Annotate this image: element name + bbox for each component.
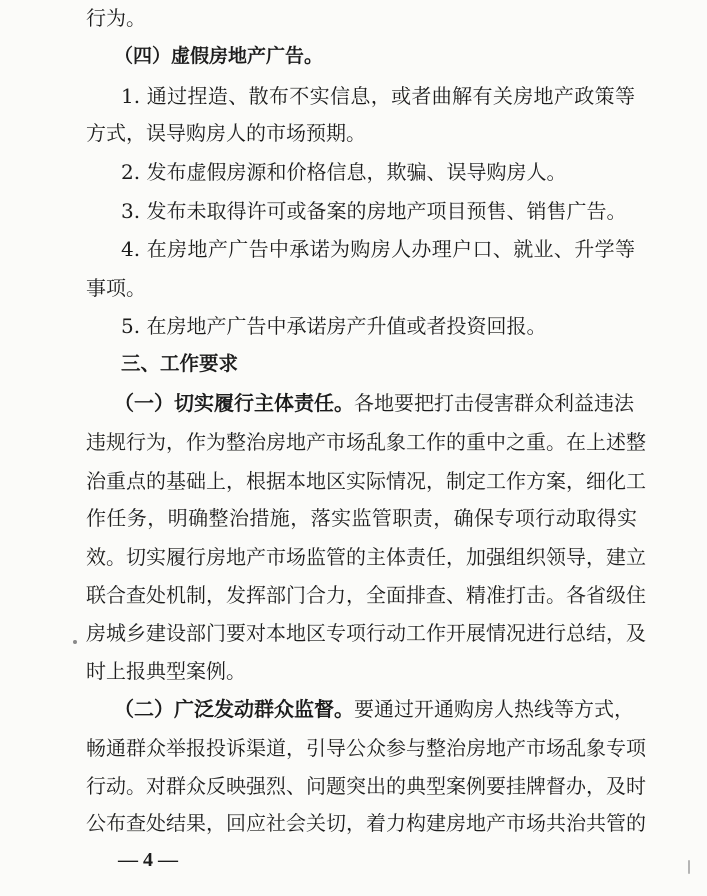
text-line: 时上报典型案例。 xyxy=(86,659,246,683)
text-line: 4. 在房地产广告中承诺为购房人办理户口、就业、升学等 xyxy=(121,237,635,261)
text-span: 要通过开通购房人热线等方式， xyxy=(354,697,634,721)
text-line: 事项。 xyxy=(86,276,146,300)
text-line: 公布查处结果，回应社会关切，着力构建房地产市场共治共管的 xyxy=(86,811,646,835)
text-line: 行动。对群众反映强烈、问题突出的典型案例要挂牌督办，及时 xyxy=(86,774,646,798)
text-line: 治重点的基础上，根据本地区实际情况，制定工作方案，细化工 xyxy=(86,469,646,493)
text-line: 效。切实履行房地产市场监管的主体责任，加强组织领导，建立 xyxy=(86,545,646,569)
text-line: 行为。 xyxy=(86,6,146,30)
text-span: 各地要把打击侵害群众利益违法 xyxy=(354,391,634,415)
subsection-heading: （一）切实履行主体责任。 xyxy=(114,391,354,415)
scan-speck xyxy=(73,640,77,644)
subsection-heading: （二）广泛发动群众监督。 xyxy=(114,697,354,721)
text-line: 房城乡建设部门要对本地区专项行动工作开展情况进行总结，及 xyxy=(86,621,646,645)
text-line: 联合查处机制，发挥部门合力，全面排查、精准打击。各省级住 xyxy=(86,583,646,607)
scan-speck xyxy=(688,860,690,874)
text-line: 1. 通过捏造、散布不实信息，或者曲解有关房地产政策等 xyxy=(121,84,635,108)
text-line xyxy=(114,391,634,415)
text-line: 3. 发布未取得许可或备案的房地产项目预售、销售广告。 xyxy=(121,199,627,223)
text-line: 违规行为，作为整治房地产市场乱象工作的重中之重。在上述整 xyxy=(86,430,646,454)
text-line: 作任务，明确整治措施，落实监管职责，确保专项行动取得实 xyxy=(86,506,637,530)
page-number: — 4 — xyxy=(118,849,178,871)
text-line: 5. 在房地产广告中承诺房产升值或者投资回报。 xyxy=(121,314,547,338)
section-title: 三、工作要求 xyxy=(121,352,239,375)
section-heading: （四）虚假房地产广告。 xyxy=(114,45,324,67)
text-line xyxy=(114,697,634,721)
text-line: 畅通群众举报投诉渠道，引导公众参与整治房地产市场乱象专项 xyxy=(86,736,646,760)
text-line: 方式，误导购房人的市场预期。 xyxy=(86,121,366,145)
text-line: 2. 发布虚假房源和价格信息，欺骗、误导购房人。 xyxy=(121,160,567,184)
